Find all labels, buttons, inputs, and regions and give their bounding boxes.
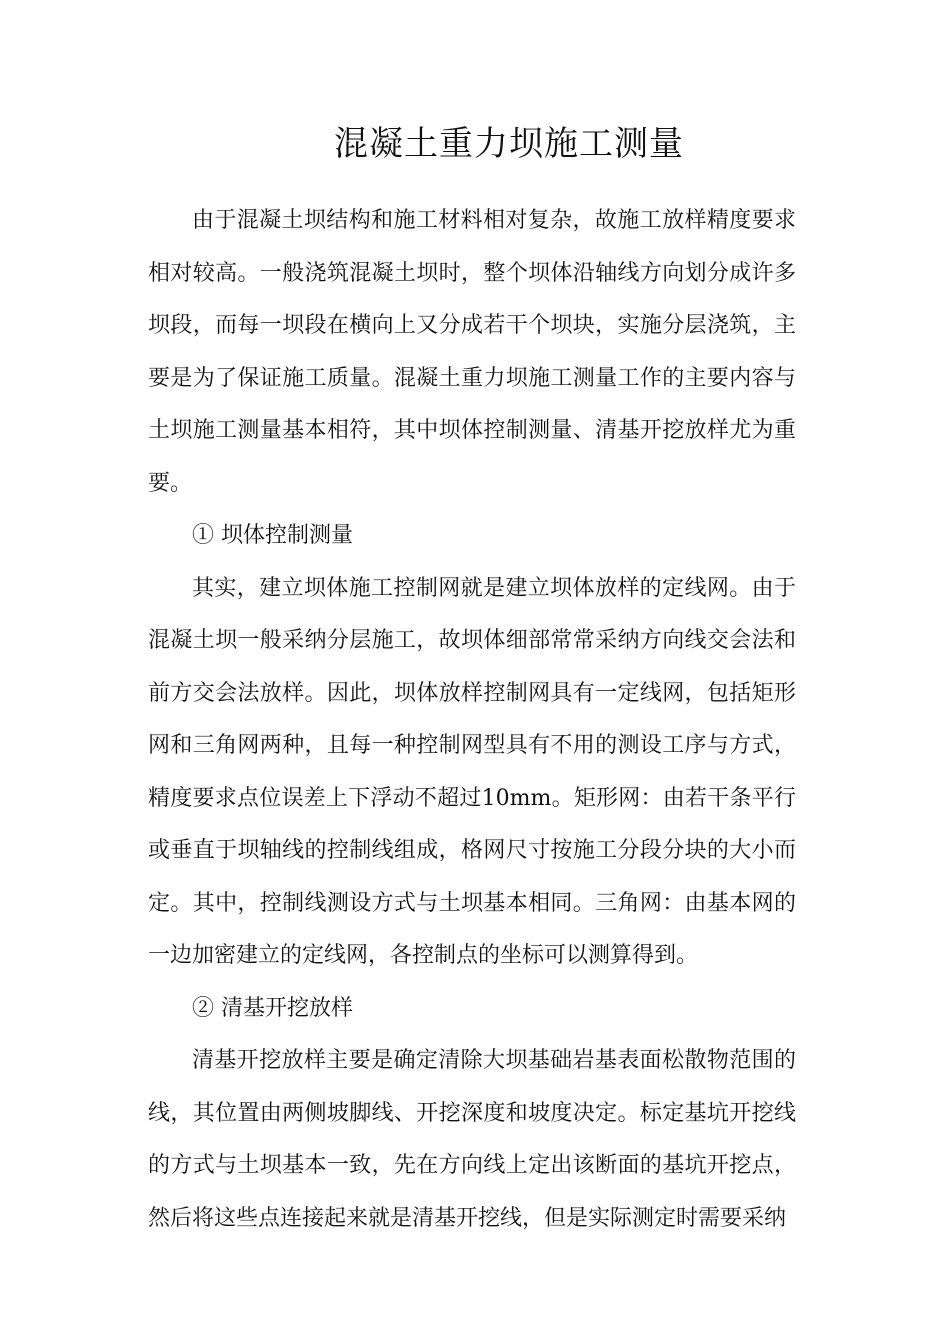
paragraph-dam-control: 其实，建立坝体施工控制网就是建立坝体放样的定线网。由于混凝土坝一般采纳分层施工，故坝体细部常常采纳方向线交会法和前方交会法放样。因此，坝体放样控制网具有一定线网，包括矩形网和三角网两种，且每一种控制网型具有不用的测设工序与方式，精度要求点位误差上下浮动不超过10mm。矩形网：由若干条平行或垂直于坝轴线的控制线组成，格网尺寸按施工分段分块的大小而定。其中，控制线测设方式与土坝基本相同。三角网：由基本网的一边加密建立的定线网，各控制点的坐标可以测算得到。 [148,575,796,968]
section-heading-dam-control: ① 坝体控制测量 [192,523,353,548]
paragraph-intro: 由于混凝土坝结构和施工材料相对复杂，故施工放样精度要求相对较高。一般浇筑混凝土坝时，整个坝体沿轴线方向划分成许多坝段，而每一坝段在横向上又分成若干个坝块，实施分层浇筑，主要是为了保证施工质量。混凝土重力坝施工测量工作的主要内容与土坝施工测量基本相符，其中坝体控制测量、清基开挖放样尤为重要。 [148,208,796,496]
document-title: 混凝土重力坝施工测量 [334,124,684,164]
section-heading-excavation: ② 清基开挖放样 [192,995,353,1021]
paragraph-excavation: 清基开挖放样主要是确定清除大坝基础岩基表面松散物范围的线，其位置由两侧坡脚线、开挖深度和坡度决定。标定基坑开挖线的方式与土坝基本一致，先在方向线上定出该断面的基坑开挖点，然后将这些点连接起来就是清基开挖线，但是实际测定时需要采纳 [148,1048,796,1231]
document-body [148,195,796,1245]
